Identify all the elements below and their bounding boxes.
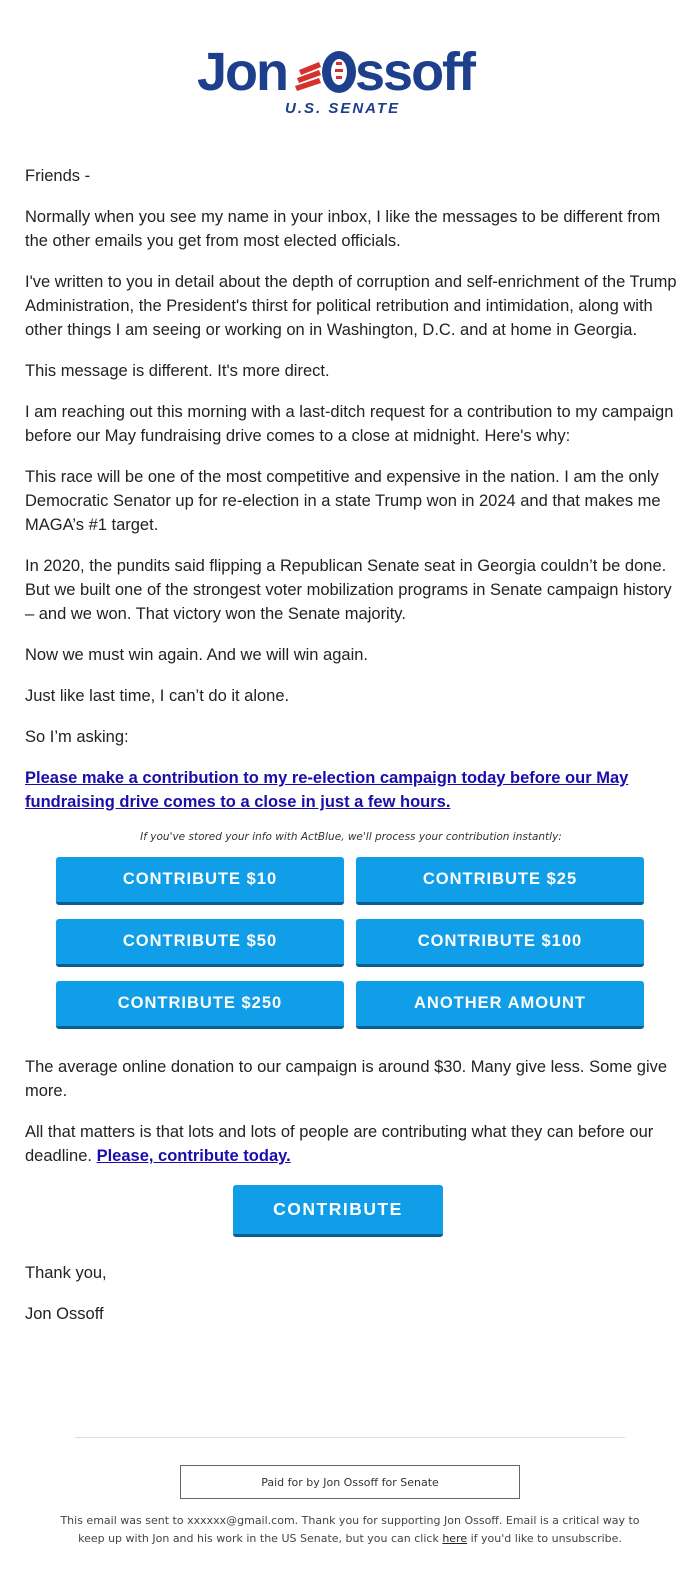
logo-last-name: ssoff (355, 42, 475, 102)
another-amount-button[interactable]: ANOTHER AMOUNT (356, 981, 644, 1029)
after-buttons-section (25, 1055, 677, 1168)
footer-email: xxxxxx@gmail.com (187, 1514, 295, 1527)
footer-sent-to-prefix: This email was sent to (60, 1514, 184, 1527)
signoff: Thank you, (25, 1264, 107, 1282)
jon-ossoff-logo-icon (195, 40, 505, 120)
flag-stripes-icon (295, 62, 321, 91)
paragraph-6: In 2020, the pundits said flipping a Republican Senate seat in Georgia couldn’t be done. But we built one of the strongest voter mobilization programs in Senate campaign history – and we won. That victory won the Senate majority. (25, 557, 672, 623)
paragraph-9: So I’m asking: (25, 728, 129, 746)
paragraph-5: This race will be one of the most competitive and expensive in the nation. I am the only Democratic Senator up for re-election in a state Trump won in 2024 and that makes me MAGA’s #1 target. (25, 468, 661, 534)
signature: Jon Ossoff (25, 1305, 104, 1323)
paragraph-4: I am reaching out this morning with a last-ditch request for a contribution to my campaign before our May fundraising drive comes to a close at midnight. Here's why: (25, 403, 674, 445)
actblue-note: If you've stored your info with ActBlue, we'll process your contribution instantly: (140, 831, 562, 843)
footer-text (60, 1512, 640, 1548)
paragraph-8: Just like last time, I can’t do it alone. (25, 687, 290, 705)
contribute-today-link[interactable]: Please, contribute today. (96, 1147, 291, 1165)
footer-sent-to-suffix: . Thank you for supporting Jon Ossoff. Email is a critical way to keep up with Jon and his work in the US Senate, but you can click (78, 1514, 640, 1545)
email-body (25, 164, 677, 1343)
contribute-10-button[interactable]: CONTRIBUTE $10 (56, 857, 344, 905)
logo-tagline: U.S. SENATE (285, 100, 401, 117)
logo-first-name: Jon (197, 42, 288, 102)
greeting: Friends - (25, 167, 91, 185)
paragraph-7: Now we must win again. And we will win again. (25, 646, 368, 664)
paragraph-2: I've written to you in detail about the depth of corruption and self-enrichment of the Trump Administration, the President's thirst for political retribution and intimidation, along with other things I am seeing or working on in Washington, D.C. and at home in Georgia. (25, 273, 677, 339)
paragraph-11-text: All that matters is that lots and lots of people are contributing what they can before our deadline. (25, 1123, 654, 1165)
unsubscribe-link[interactable]: here (442, 1532, 468, 1545)
contribute-button-wrap (25, 1185, 677, 1237)
paragraph-1: Normally when you see my name in your inbox, I like the messages to be different from the other emails you get from most elected officials. (25, 208, 661, 250)
paid-for-disclaimer: Paid for by Jon Ossoff for Senate (180, 1465, 520, 1499)
campaign-logo (0, 40, 700, 120)
footer-unsubscribe-suffix: if you'd like to unsubscribe. (470, 1532, 622, 1545)
contribute-25-button[interactable]: CONTRIBUTE $25 (356, 857, 644, 905)
contribute-250-button[interactable]: CONTRIBUTE $250 (56, 981, 344, 1029)
footer-divider (75, 1437, 625, 1438)
paragraph-11 (25, 1120, 677, 1168)
contribute-50-button[interactable]: CONTRIBUTE $50 (56, 919, 344, 967)
paragraph-3: This message is different. It's more direct. (25, 362, 330, 380)
contribution-cta-link[interactable]: Please make a contribution to my re-election campaign today before our May fundraising drive comes to a close in just a few hours. (25, 769, 629, 811)
contribute-button[interactable]: CONTRIBUTE (233, 1185, 443, 1237)
logo-o-emblem-icon (322, 51, 356, 93)
contribution-button-grid (56, 857, 644, 1029)
contribute-100-button[interactable]: CONTRIBUTE $100 (356, 919, 644, 967)
paragraph-10: The average online donation to our campaign is around $30. Many give less. Some give more. (25, 1058, 668, 1100)
cta-paragraph (25, 766, 677, 814)
